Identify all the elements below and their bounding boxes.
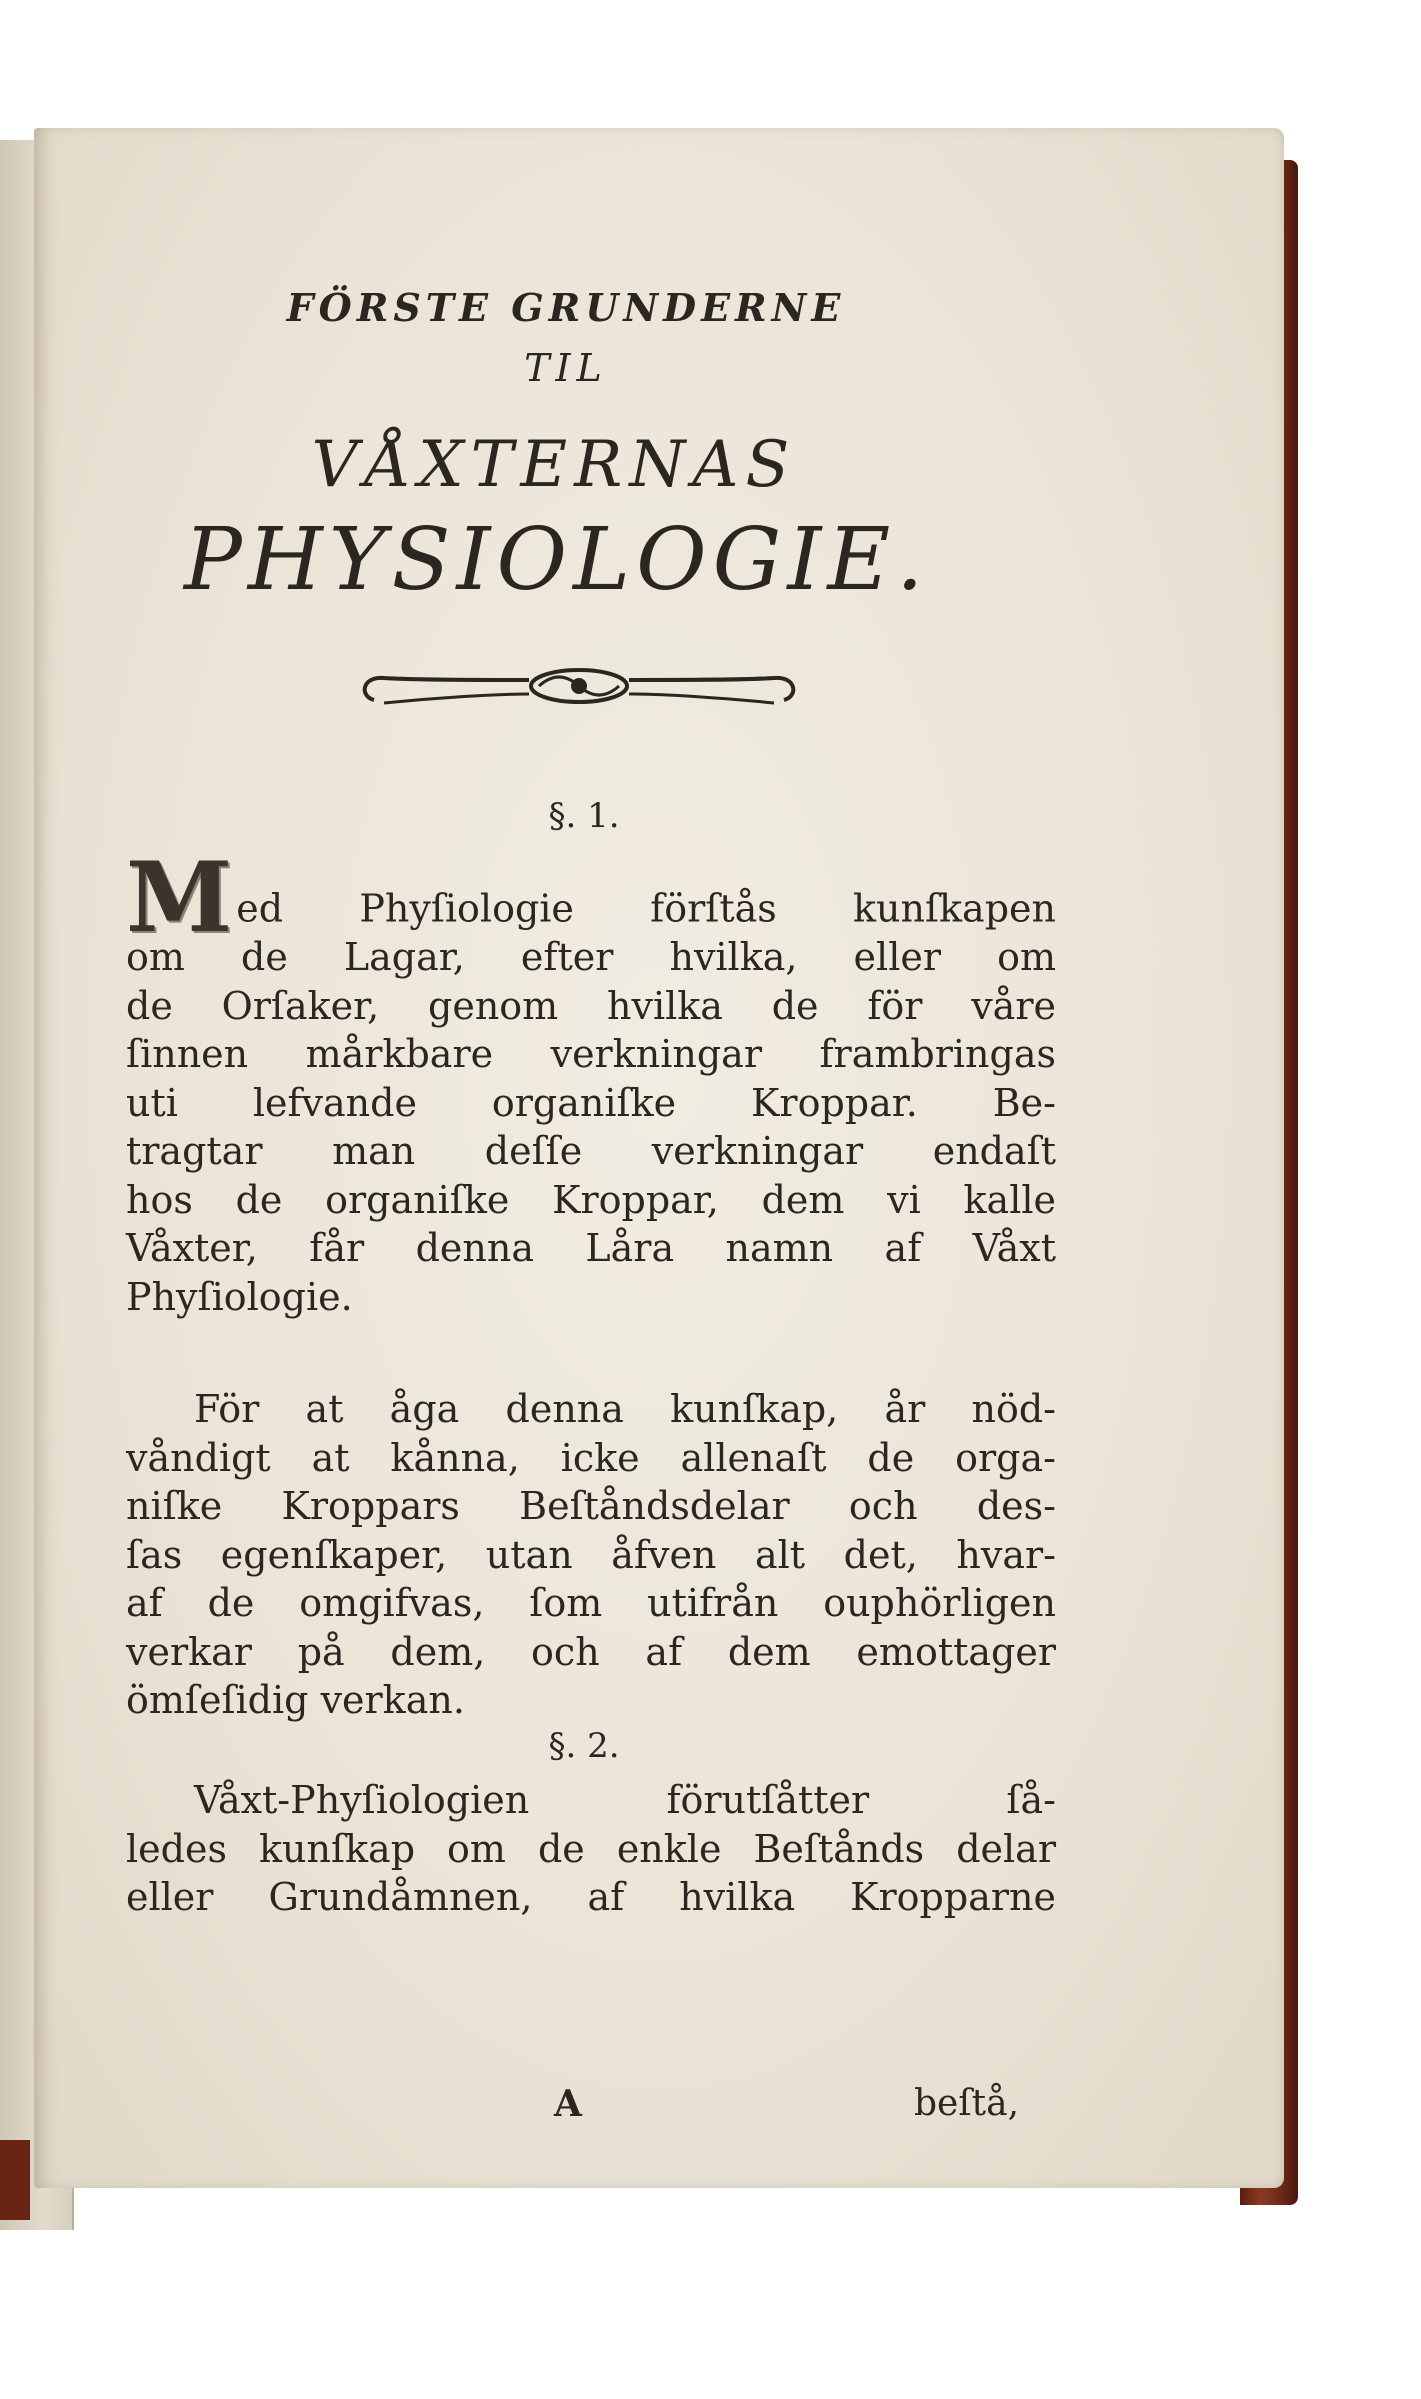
section-2-paragraph: Våxt-Phyſiologien förutſåtter ſå- ledes kunſkap om de enkle Beſtånds delar eller Grundåmnen, af hvilka Kropparne	[126, 1778, 1056, 1919]
left-cover-corner	[0, 2140, 30, 2220]
ornament-divider-icon	[354, 658, 804, 718]
section-2-heading: §. 2.	[548, 1726, 620, 1766]
drop-cap: M	[126, 841, 233, 954]
title-line-3: VÅXTERNAS	[311, 428, 797, 502]
title-line-2: TIL	[524, 346, 608, 390]
section-1-paragraph-1: Med Phyſiologie förſtås kunſkapen om de Lagar, efter hvilka, eller om de Orſaker, genom hvilka de för våre ſinnen mårkbare verkningar frambringas uti lefvande organiſke Kroppar. Be- tragtar man deſſe verkningar endaſt hos de organiſke Kroppar, dem vi kalle Våxter, får denna Låra namn af Våxt Phyſiologie.	[126, 841, 1056, 1319]
section-1-heading: §. 1.	[548, 796, 620, 836]
section-1-paragraph-2: För at åga denna kunſkap, år nöd- våndigt at kånna, icke allenaſt de orga- niſke Kroppars Beſtåndsdelar och des- ſas egenſkaper, utan åfven alt det, hvar- af de omgifvas, ſom utifrån ouphörligen verkar på dem, och af dem emottager ömſeſidig verkan.	[126, 1387, 1056, 1722]
signature-mark: A	[554, 2083, 582, 2125]
catchword: beſtå,	[914, 2083, 1020, 2124]
book-page	[34, 128, 1284, 2188]
title-line-4: PHYSIOLOGIE.	[184, 510, 930, 610]
title-line-1: FÖRSTE GRUNDERNE	[286, 285, 846, 330]
